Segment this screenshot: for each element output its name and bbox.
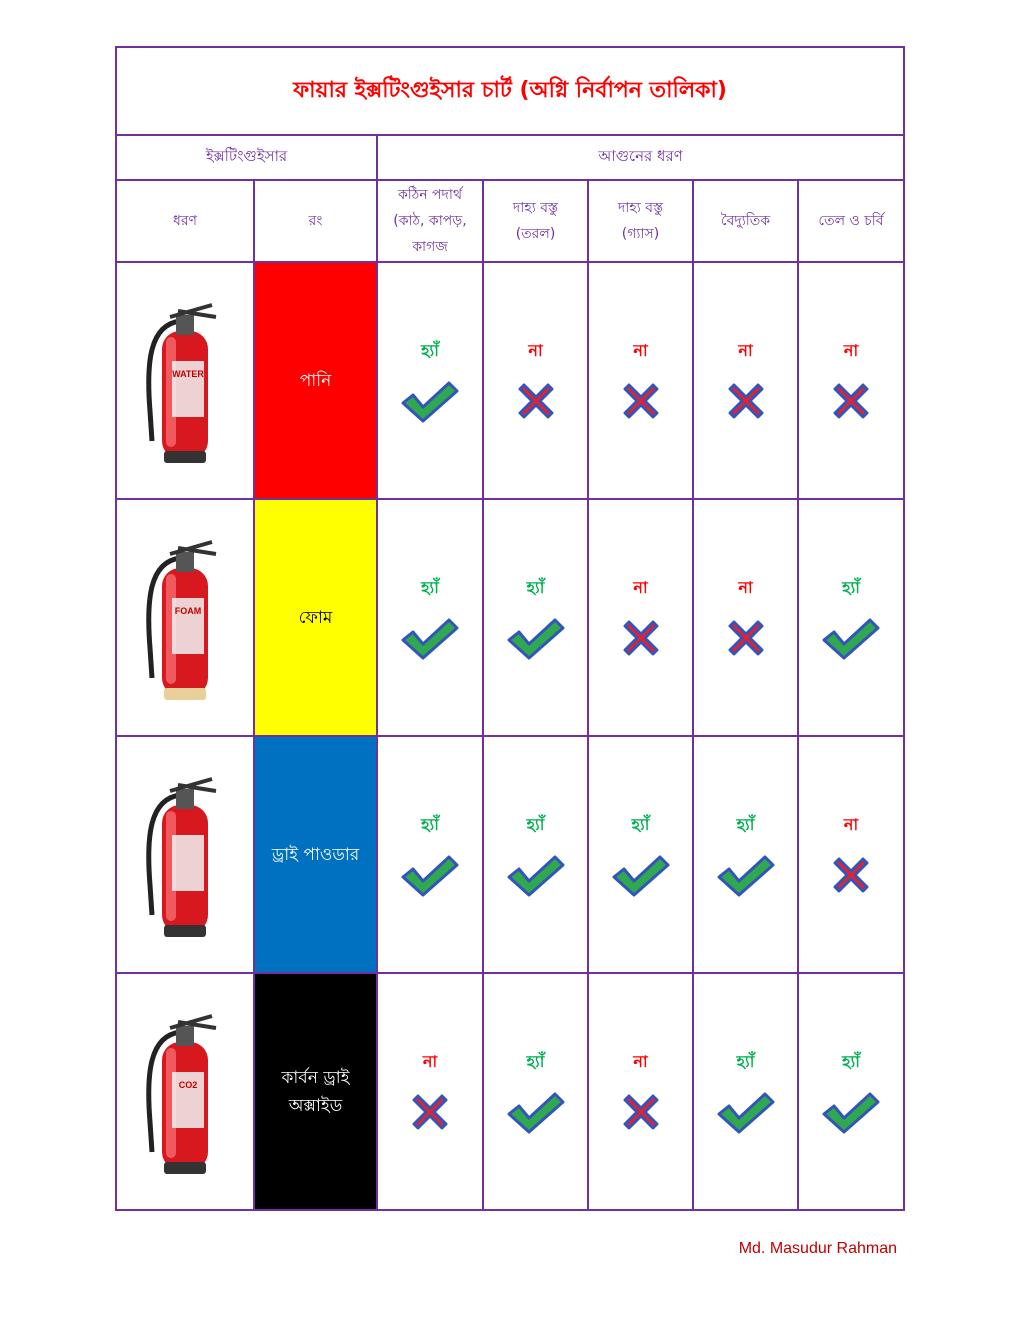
cross-mark-icon <box>514 379 558 423</box>
dry-powder-extinguisher-icon <box>130 765 240 945</box>
fire-type-header-line: তেল ও চর্বি <box>818 213 884 229</box>
fire-type-header-line: বৈদ্যুতিক <box>720 213 771 229</box>
suitability-answer: হ্যাঁ <box>631 815 650 834</box>
check-mark-icon <box>820 616 882 660</box>
suitability-cell <box>588 262 693 499</box>
extinguisher-color-cell <box>254 262 377 499</box>
cross-mark-icon <box>619 379 663 423</box>
check-mark-icon <box>505 853 567 897</box>
fire-types-group-header: আগুনের ধরণ <box>377 135 904 180</box>
extinguisher-row <box>116 973 904 1210</box>
suitability-cell <box>588 499 693 736</box>
extinguisher-label: FOAM <box>174 605 202 616</box>
suitability-cell <box>483 499 588 736</box>
fire-type-header-line: (তরল) <box>515 226 556 242</box>
suitability-cell <box>377 973 483 1210</box>
suitability-answer: না <box>633 578 648 597</box>
suitability-answer: না <box>738 578 753 597</box>
suitability-cell <box>693 499 798 736</box>
suitability-answer: হ্যাঁ <box>421 815 439 834</box>
suitability-cell <box>377 499 483 736</box>
suitability-answer: না <box>528 341 543 360</box>
suitability-cell <box>798 499 904 736</box>
suitability-answer: হ্যাঁ <box>421 341 439 360</box>
fire-type-header-line: (গ্যাস) <box>621 226 660 242</box>
check-mark-icon <box>715 1090 777 1134</box>
extinguisher-color-cell <box>254 736 377 973</box>
suitability-cell <box>798 736 904 973</box>
extinguisher-color-cell <box>254 499 377 736</box>
suitability-answer: হ্যাঁ <box>736 1052 755 1071</box>
fire-type-header <box>693 180 798 262</box>
extinguisher-image-cell <box>116 262 254 499</box>
suitability-cell <box>693 736 798 973</box>
cross-mark-icon <box>724 379 768 423</box>
check-mark-icon <box>505 1090 567 1134</box>
cross-mark-icon <box>408 1090 452 1134</box>
suitability-answer: হ্যাঁ <box>526 1052 545 1071</box>
fire-type-header-line: দাহ্য বস্তু <box>512 200 559 216</box>
suitability-cell <box>798 973 904 1210</box>
type-column-header: ধরণ <box>116 180 254 262</box>
check-mark-icon <box>610 853 672 897</box>
fire-type-header-line: দাহ্য বস্তু <box>617 200 664 216</box>
suitability-answer: হ্যাঁ <box>526 578 545 597</box>
suitability-answer: হ্যাঁ <box>842 578 860 597</box>
extinguisher-type-label: ড্রাই পাওডার <box>271 844 360 865</box>
suitability-answer: হ্যাঁ <box>421 578 439 597</box>
chart-title: ফায়ার ইক্সটিংগুইসার চার্ট (অগ্নি নির্বাপন তালিকা) <box>116 47 904 135</box>
suitability-answer: না <box>738 341 753 360</box>
extinguisher-image-cell <box>116 499 254 736</box>
extinguisher-type-label: কার্বন ড্রাই <box>281 1067 350 1088</box>
extinguisher-label: WATER <box>172 368 204 379</box>
suitability-cell <box>693 973 798 1210</box>
check-mark-icon <box>399 853 461 897</box>
suitability-answer: হ্যাঁ <box>842 1052 860 1071</box>
extinguisher-label: CO2 <box>178 1079 198 1090</box>
cross-mark-icon <box>829 379 873 423</box>
author-credit: Md. Masudur Rahman <box>738 1240 897 1257</box>
suitability-answer: হ্যাঁ <box>736 815 755 834</box>
fire-type-header-line: কাগজ <box>412 239 448 255</box>
check-mark-icon <box>820 1090 882 1134</box>
fire-type-header-line: কঠিন পদার্থ <box>397 187 463 203</box>
suitability-answer: হ্যাঁ <box>526 815 545 834</box>
suitability-cell <box>377 736 483 973</box>
fire-type-header <box>483 180 588 262</box>
suitability-answer: না <box>843 815 859 834</box>
fire-type-header <box>377 180 483 262</box>
extinguisher-type-label: অক্সাইড <box>288 1095 343 1116</box>
cross-mark-icon <box>724 616 768 660</box>
suitability-answer: না <box>633 341 648 360</box>
check-mark-icon <box>399 616 461 660</box>
suitability-cell <box>483 262 588 499</box>
extinguisher-image-cell <box>116 736 254 973</box>
suitability-answer: না <box>422 1052 438 1071</box>
fire-extinguisher-chart <box>115 46 905 1211</box>
fire-type-header-line: (কাঠ, কাপড়, <box>393 213 467 229</box>
extinguisher-type-label: পানি <box>299 370 332 391</box>
check-mark-icon <box>715 853 777 897</box>
fire-type-header <box>798 180 904 262</box>
extinguisher-color-cell <box>254 973 377 1210</box>
extinguisher-row <box>116 262 904 499</box>
extinguisher-type-label: ফোম <box>298 607 333 628</box>
suitability-answer: না <box>843 341 859 360</box>
check-mark-icon <box>399 379 461 423</box>
suitability-cell <box>693 262 798 499</box>
suitability-cell <box>377 262 483 499</box>
color-column-header: রং <box>254 180 377 262</box>
extinguisher-group-header: ইক্সটিংগুইসার <box>116 135 377 180</box>
extinguisher-row <box>116 499 904 736</box>
suitability-cell <box>483 973 588 1210</box>
suitability-cell <box>588 973 693 1210</box>
co2-extinguisher-icon <box>130 1002 240 1182</box>
suitability-cell <box>483 736 588 973</box>
cross-mark-icon <box>619 1090 663 1134</box>
foam-extinguisher-icon <box>130 528 240 708</box>
cross-mark-icon <box>829 853 873 897</box>
suitability-cell <box>588 736 693 973</box>
extinguisher-row <box>116 736 904 973</box>
check-mark-icon <box>505 616 567 660</box>
suitability-cell <box>798 262 904 499</box>
suitability-answer: না <box>633 1052 648 1071</box>
water-extinguisher-icon <box>130 291 240 471</box>
cross-mark-icon <box>619 616 663 660</box>
fire-type-header <box>588 180 693 262</box>
extinguisher-image-cell <box>116 973 254 1210</box>
